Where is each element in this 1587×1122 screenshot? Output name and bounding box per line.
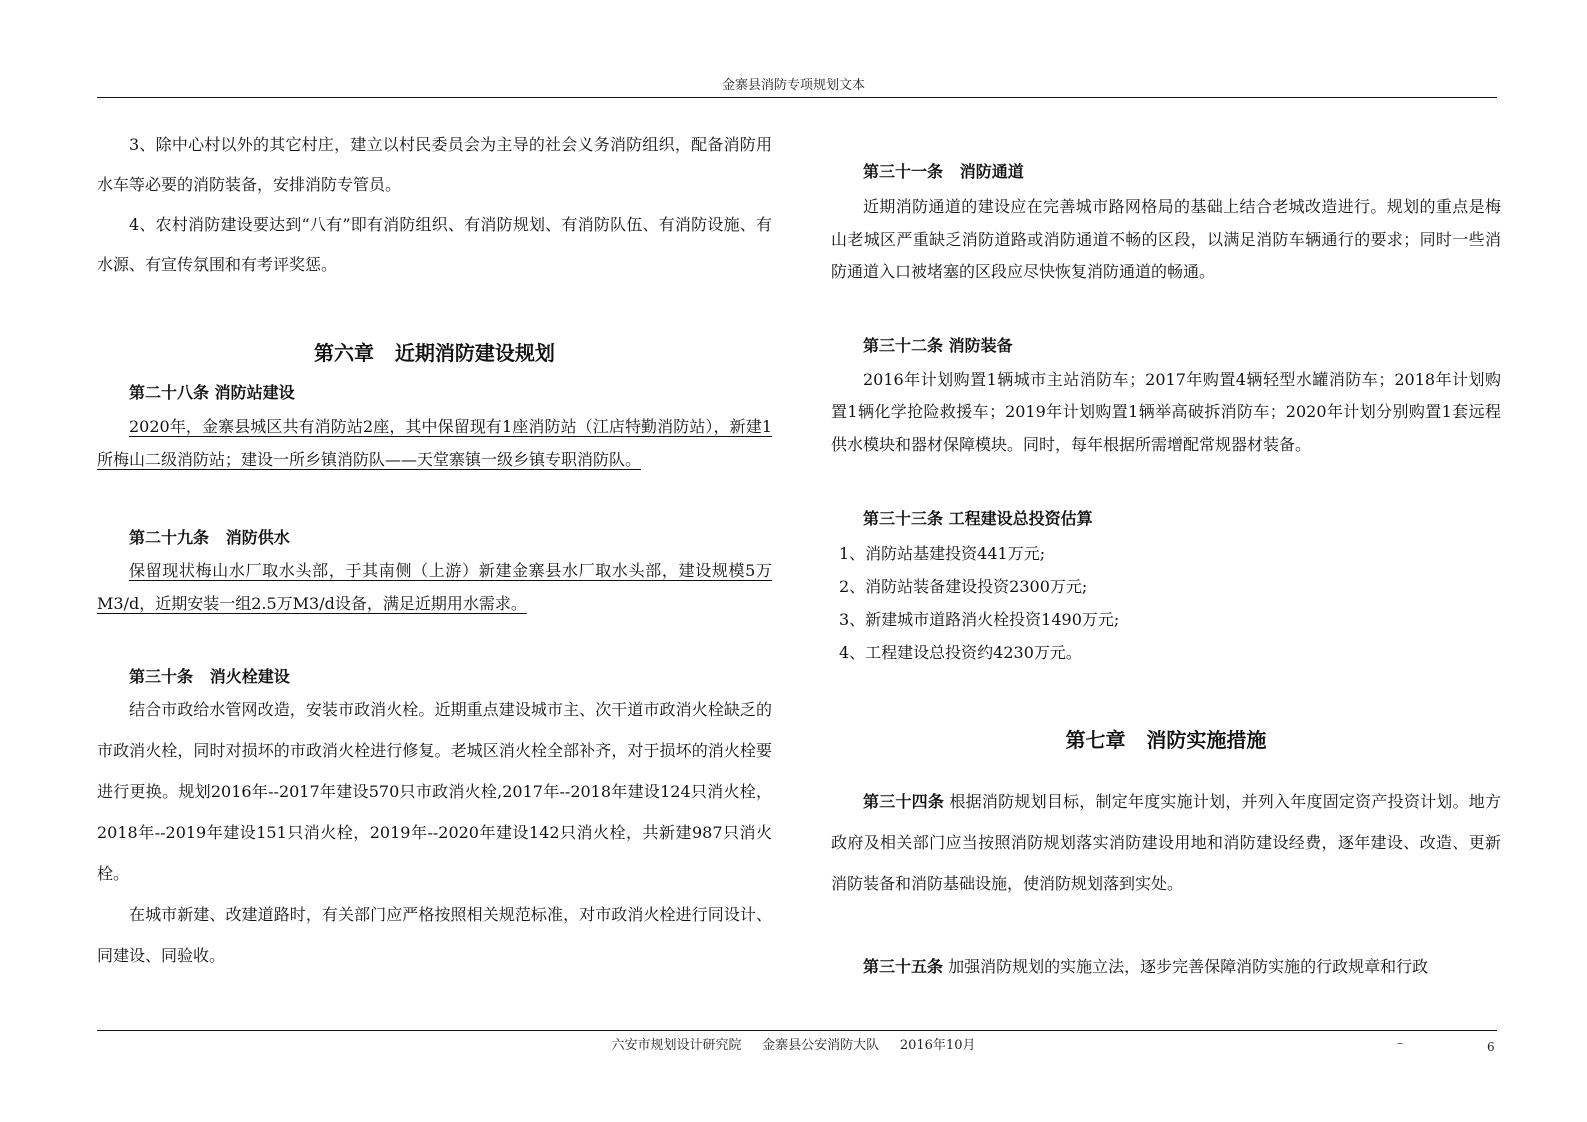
article-35-text: 加强消防规划的实施立法，逐步完善保障消防实施的行政规章和行政 [943,957,1429,976]
page-number: 6 [1487,1040,1495,1054]
list-item: 2、消防站装备建设投资2300万元; [839,577,1088,596]
article-29-heading: 第二十九条 消防供水 [129,528,290,547]
footer-dash: – [1397,1036,1403,1050]
article-33-heading: 第三十三条 工程建设总投资估算 [863,509,1093,528]
article-28-heading: 第二十八条 消防站建设 [129,383,295,402]
intro-paragraph-1: 3、除中心村以外的其它村庄，建立以村民委员会为主导的社会义务消防组织，配备消防用水车等必要的消防装备，安排消防专管员。 [97,135,772,194]
article-30-text-2: 在城市新建、改建道路时，有关部门应严格按照相关规范标准，对市政消火栓进行同设计、同建设、同验收。 [97,905,772,965]
article-35-label: 第三十五条 [863,957,944,976]
left-column [97,125,772,976]
article-32-heading: 第三十二条 消防装备 [863,335,1013,355]
article-31-text: 近期消防通道的建设应在完善城市路网格局的基础上结合老城改造进行。规划的重点是梅山老城区严重缺乏消防道路或消防通道不畅的区段，以满足消防车辆通行的要求；同时一些消防通道入口被堵塞的区段应尽快恢复消防通道的畅通。 [831,197,1501,281]
article-31-heading: 第三十一条 消防通道 [863,162,1024,181]
list-item: 1、消防站基建投资441万元; [839,544,1046,563]
footer-org-line: 六安市规划设计研究院 金寨县公安消防大队 2016年10月 [611,1038,976,1053]
header-rule [97,97,1497,98]
right-column [831,160,1501,987]
article-30-text-1: 结合市政给水管网改造，安装市政消火栓。近期重点建设城市主、次干道市政消火栓缺乏的市政消火栓，同时对损坏的市政消火栓进行修复。老城区消火栓全部补齐，对于损坏的消火栓要进行更换。规划2016年--2017年建设570只市政消火栓,2017年--2018年建设124只消火栓，2018年--2019年建设151只消火栓，2019年--2020年建设142只消火栓，共新建987只消火栓。 [97,700,772,883]
article-29-text: 保留现状梅山水厂取水头部，于其南侧（上游）新建金寨县水厂取水头部，建设规模5万M3/d，近期安装一组2.5万M3/d设备，满足近期用水需求。 [97,561,772,613]
article-34-text: 根据消防规划目标，制定年度实施计划，并列入年度固定资产投资计划。地方政府及相关部门应当按照消防规划落实消防建设用地和消防建设经费，逐年建设、改造、更新消防装备和消防基础设施，使消防规划落到实处。 [831,792,1501,893]
list-item: 4、工程建设总投资约4230万元。 [839,643,1082,662]
article-35-paragraph [831,946,1501,987]
article-30-heading: 第三十条 消火栓建设 [129,667,290,686]
page-header-title: 金寨县消防专项规划文本 [721,78,865,93]
footer-rule [97,1030,1497,1031]
intro-paragraph-2: 4、农村消防建设要达到“八有”即有消防组织、有消防规划、有消防队伍、有消防设施、有水源、有宣传氛围和有考评奖惩。 [97,215,772,274]
article-34-paragraph [831,781,1501,904]
article-32-text: 2016年计划购置1辆城市主站消防车；2017年购置4辆轻型水罐消防车；2018年计划购置1辆化学抢险救援车；2019年计划购置1辆举高破拆消防车；2020年计划分别购置1套远程供水模块和器材保障模块。同时，每年根据所需增配常规器材装备。 [831,369,1501,454]
article-34-label: 第三十四条 [863,792,945,811]
article-28-text: 2020年，金寨县城区共有消防站2座，其中保留现有1座消防站（江店特勤消防站），新建1所梅山二级消防站；建设一所乡镇消防队——天堂寨镇一级乡镇专职消防队。 [97,417,772,469]
chapter-6-title: 第六章 近期消防建设规划 [314,341,555,365]
chapter-7-title: 第七章 消防实施措施 [1065,728,1267,752]
list-item: 3、新建城市道路消火栓投资1490万元; [839,610,1120,629]
investment-list [831,537,1501,669]
